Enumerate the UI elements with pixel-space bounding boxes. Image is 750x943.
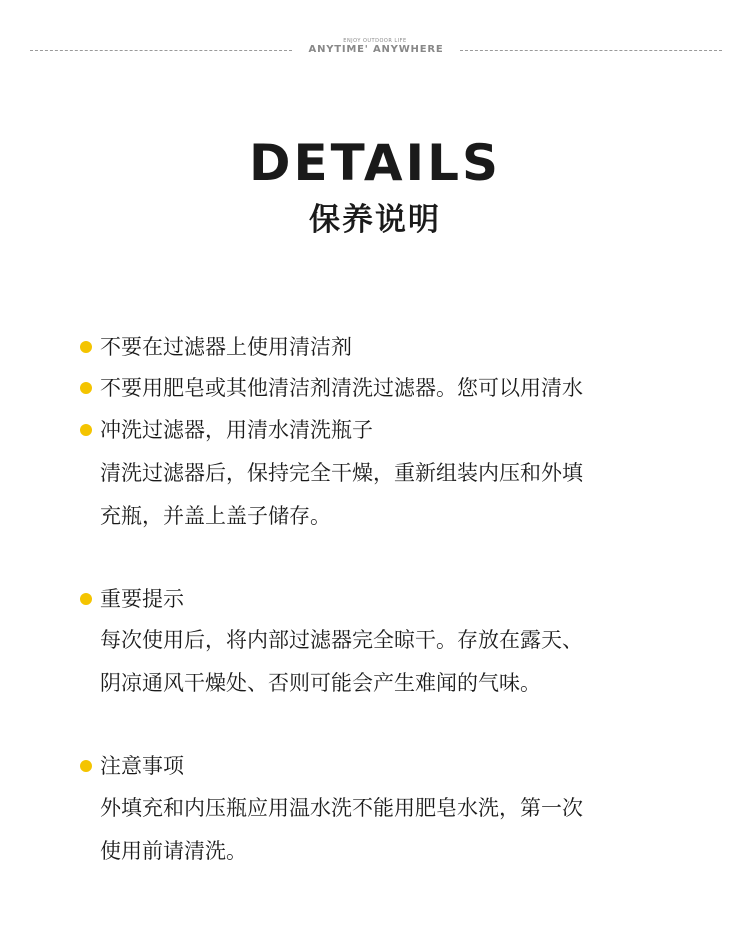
bullet-dot-icon [80, 593, 92, 605]
bullet-dot-icon [80, 760, 92, 772]
page-subtitle: 保养说明 [309, 202, 441, 238]
dashed-divider-right [460, 50, 722, 51]
bullet-item: 冲洗过滤器，用清水清洗瓶子 [100, 418, 373, 442]
dashed-divider-left [30, 50, 292, 51]
bullet-dot-icon [80, 382, 92, 394]
bullet-item-continuation: 清洗过滤器后，保持完全干燥，重新组装内压和外填 [100, 461, 583, 485]
header-tagline [0, 36, 750, 60]
bullet-dot-icon [80, 424, 92, 436]
bullet-item-continuation: 使用前请清洗。 [100, 839, 247, 863]
bullet-item: 注意事项 [100, 754, 184, 778]
bullet-item-continuation: 外填充和内压瓶应用温水洗不能用肥皂水洗，第一次 [100, 796, 583, 820]
bullet-item: 不要用肥皂或其他清洁剂清洗过滤器。您可以用清水 [100, 376, 583, 400]
tagline-row [30, 44, 722, 56]
bullet-item: 重要提示 [100, 587, 184, 611]
tagline-small: ENJOY OUTDOOR LIFE [343, 38, 407, 44]
bullet-item: 不要在过滤器上使用清洁剂 [100, 335, 352, 359]
tagline-main: ANYTIME' ANYWHERE [308, 44, 444, 55]
bullet-item-continuation: 每次使用后，将内部过滤器完全晾干。存放在露天、 [100, 628, 583, 652]
page-title: DETAILS [248, 134, 502, 192]
bullet-item-continuation: 阴凉通风干燥处、否则可能会产生难闻的气味。 [100, 671, 541, 695]
bullet-dot-icon [80, 341, 92, 353]
bullet-item-continuation: 充瓶，并盖上盖子储存。 [100, 504, 331, 528]
